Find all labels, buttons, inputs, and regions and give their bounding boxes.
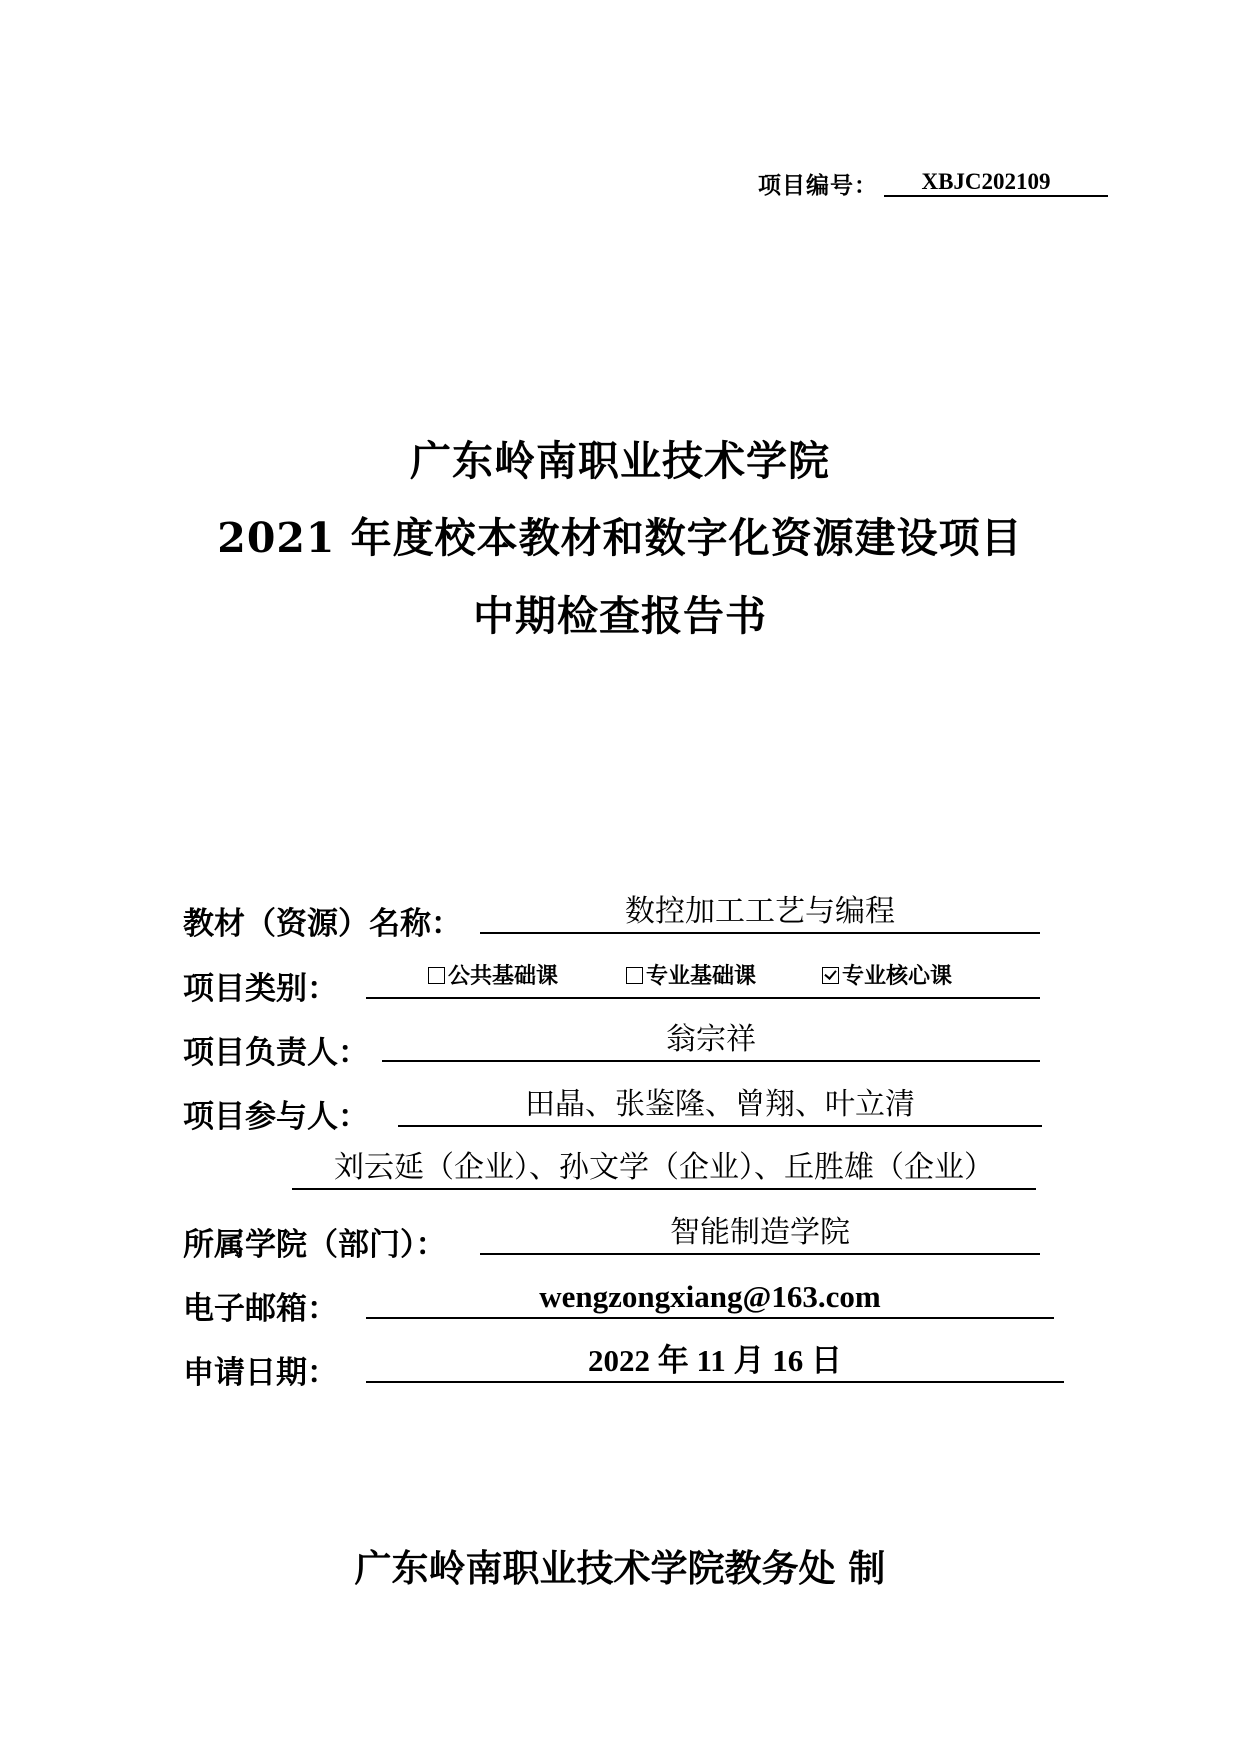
email-field: wengzongxiang@163.com (366, 1275, 1054, 1319)
footer-issuer: 广东岭南职业技术学院教务处 制 (354, 1547, 886, 1590)
title-report: 中期检查报告书 (473, 592, 767, 640)
project-number-label: 项目编号： (758, 173, 878, 199)
category-option-label: 专业核心课 (842, 964, 953, 989)
department-field: 智能制造学院 (480, 1211, 1040, 1255)
participants-field-line1: 田晶、张鉴隆、曾翔、叶立清 (398, 1083, 1042, 1127)
leader-label: 项目负责人： (183, 1035, 369, 1071)
checkbox-checked-icon (822, 967, 839, 984)
material-name-label: 教材（资源）名称： (183, 906, 462, 942)
date-label: 申请日期： (183, 1355, 338, 1391)
category-option-label: 专业基础课 (646, 964, 757, 989)
project-number-value: XBJC202109 (884, 167, 1108, 197)
title-project: 2021 年度校本教材和数字化资源建设项目 (217, 514, 1023, 562)
date-field: 2022 年 11 月 16 日 (366, 1339, 1064, 1383)
category-option-professional-core[interactable] (822, 955, 952, 999)
category-field (366, 955, 1040, 999)
leader-field: 翁宗祥 (382, 1018, 1040, 1062)
department-label: 所属学院（部门）： (183, 1227, 447, 1263)
checkbox-unchecked-icon (626, 967, 643, 984)
participants-label: 项目参与人： (183, 1099, 369, 1135)
category-option-label: 公共基础课 (448, 964, 559, 989)
category-label: 项目类别： (183, 971, 338, 1007)
title-institution: 广东岭南职业技术学院 (410, 437, 830, 485)
participants-field-line2: 刘云延（企业）、孙文学（企业）、丘胜雄（企业） (292, 1146, 1036, 1190)
category-option-professional-basic[interactable] (626, 955, 756, 999)
material-name-field: 数控加工工艺与编程 (480, 890, 1040, 934)
email-label: 电子邮箱： (183, 1291, 338, 1327)
category-option-public[interactable] (428, 955, 558, 999)
checkbox-unchecked-icon (428, 967, 445, 984)
